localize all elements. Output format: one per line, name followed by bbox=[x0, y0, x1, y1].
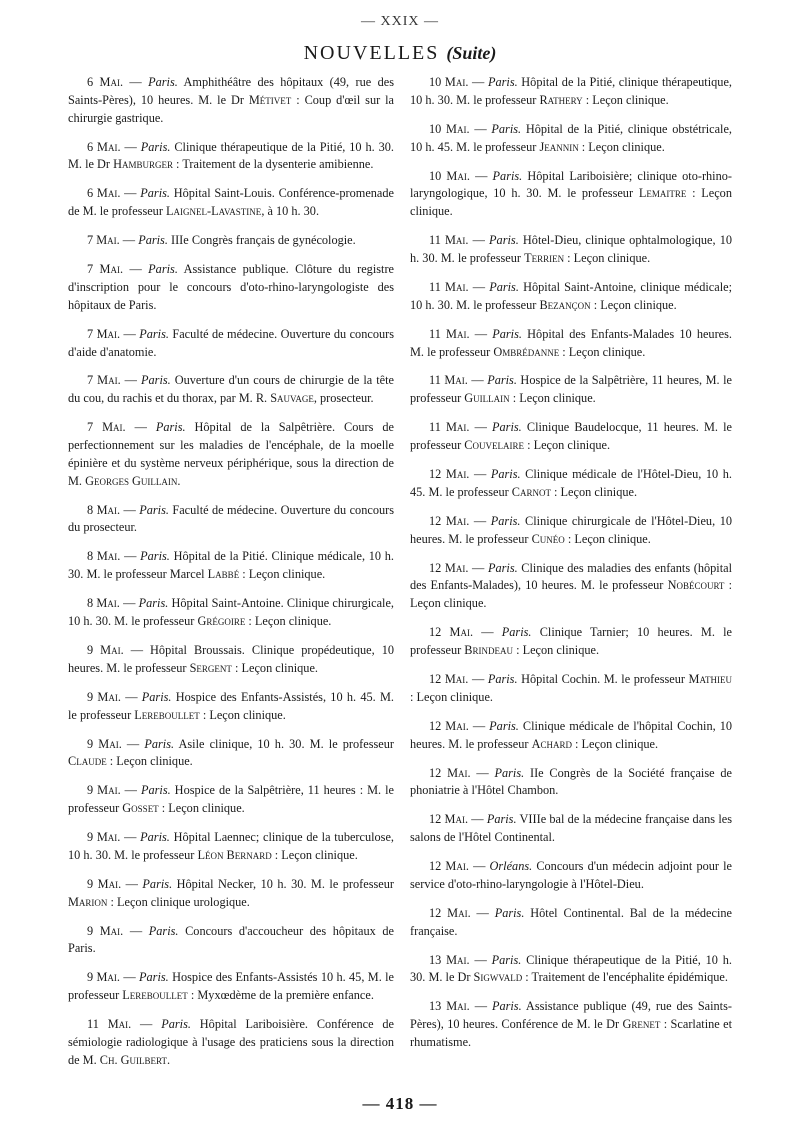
entry-name: Jeannin bbox=[539, 139, 579, 154]
entry-text: Clinique thérapeutique de la Pitié, 10 h. 30. M. le Dr bbox=[68, 139, 395, 172]
news-entry bbox=[68, 548, 394, 584]
entry-text: Hospice de la Salpêtrière, 11 heures, M. le professeur bbox=[410, 373, 733, 406]
left-column bbox=[68, 74, 394, 1081]
entry-place: Paris. bbox=[139, 970, 169, 985]
news-entry bbox=[68, 74, 394, 127]
news-entry bbox=[68, 782, 394, 818]
entry-text-end: : Leçon clinique. bbox=[271, 847, 358, 862]
entry-dash: — bbox=[120, 326, 140, 341]
entry-name: Lereboullet bbox=[134, 707, 200, 722]
entry-text: Hôpital Lariboisière. Conférence de sémiologie radiologique à l'usage des praticiens sous la direction de M. bbox=[68, 1017, 394, 1067]
news-entry bbox=[410, 811, 732, 847]
news-entry bbox=[410, 466, 732, 502]
entry-dash: — bbox=[119, 233, 139, 248]
entry-text-end: . bbox=[177, 473, 181, 488]
entry-dash: — bbox=[468, 233, 490, 248]
entry-name: Carnot bbox=[511, 484, 551, 499]
entry-text: Hospice des Enfants-Assistés, 10 h. 45. M. le professeur bbox=[68, 689, 394, 722]
entry-dash: — bbox=[468, 812, 487, 827]
entry-date: 9 Mai. bbox=[87, 736, 122, 751]
entry-place: Paris. bbox=[490, 467, 521, 482]
news-entry bbox=[410, 624, 732, 660]
entry-date: 10 Mai. bbox=[429, 168, 470, 183]
entry-place: Paris. bbox=[492, 420, 522, 435]
entry-text-end: : Traitement de la dysenterie amibienne. bbox=[172, 157, 374, 172]
entry-date: 12 Mai. bbox=[429, 467, 470, 482]
entry-date: 9 Mai. bbox=[87, 876, 122, 891]
entry-date: 13 Mai. bbox=[429, 952, 470, 967]
entry-text-end: : Leçon clinique. bbox=[564, 531, 651, 546]
entry-text: Assistance publique. Clôture du registre d'inscription pour le concours d'oto-rhino-laryngologiste des hôpitaux de Paris. bbox=[68, 262, 394, 312]
entry-date: 12 Mai. bbox=[429, 812, 469, 827]
entry-place: Paris. bbox=[155, 420, 186, 435]
entry-text-end: : Leçon clinique. bbox=[564, 250, 651, 265]
entry-text-end: : Leçon clinique. bbox=[410, 578, 732, 611]
entry-text: Hôtel Continental. Bal de la médecine française. bbox=[410, 905, 732, 938]
news-entry bbox=[410, 718, 732, 754]
news-entry bbox=[68, 139, 394, 175]
news-entry bbox=[410, 671, 732, 707]
entry-text: Clinique chirurgicale de l'Hôtel-Dieu, 10 heures. M. le professeur bbox=[410, 513, 732, 546]
entry-text: Hôpital de la Salpêtrière. Cours de perfectionnement sur les maladies de l'encéphale, de la moelle épinière et du système nerveux périphérique, sous la direction de M. bbox=[68, 420, 394, 488]
entry-text: Faculté de médecine. Ouverture du concours d'aide d'anatomie. bbox=[68, 326, 394, 359]
entry-dash: — bbox=[467, 373, 488, 388]
entry-text-end: : Leçon clinique. bbox=[231, 660, 318, 675]
news-entry bbox=[410, 560, 732, 613]
entry-place: Orléans. bbox=[489, 859, 533, 874]
entry-place: Paris. bbox=[494, 905, 525, 920]
entry-text: Amphithéâtre des hôpitaux (49, rue des Saints-Pères), 10 heures. M. le Dr bbox=[68, 75, 394, 107]
entry-date: 9 Mai. bbox=[87, 689, 121, 704]
entry-place: Paris. bbox=[140, 783, 171, 798]
news-entry bbox=[68, 876, 394, 912]
entry-place: Paris. bbox=[492, 326, 522, 341]
entry-dash: — bbox=[470, 765, 495, 780]
entry-text: Concours d'accoucheur des hôpitaux de Paris. bbox=[68, 923, 394, 956]
news-entry bbox=[68, 736, 394, 772]
entry-text-end: : Leçon clinique. bbox=[582, 92, 669, 107]
news-entry bbox=[410, 419, 732, 455]
entry-date: 12 Mai. bbox=[429, 905, 471, 920]
entry-text-end: : Leçon clinique. bbox=[158, 801, 245, 816]
entry-text-end: : Scarlatine et rhumatisme. bbox=[410, 1017, 732, 1050]
news-entry bbox=[410, 326, 732, 362]
entry-dash: — bbox=[120, 139, 141, 154]
entry-name: Lereboullet bbox=[122, 988, 188, 1003]
entry-text: Hôpital Laennec; clinique de la tuberculose, 10 h. 30. M. le professeur bbox=[68, 830, 395, 862]
entry-date: 8 Mai. bbox=[87, 502, 121, 517]
entry-place: Paris. bbox=[140, 139, 171, 154]
entry-text: Hôpital Saint-Antoine, clinique médicale; 10 h. 30. M. le professeur bbox=[410, 279, 732, 312]
entry-text-end: : Leçon clinique. bbox=[578, 139, 665, 154]
entry-text-end: : Leçon clinique. bbox=[199, 707, 286, 722]
entry-text: VIIIe bal de la médecine française dans les salons de l'Hôtel Continental. bbox=[410, 812, 732, 845]
entry-name: Grenet bbox=[622, 1017, 661, 1032]
entry-place: Paris. bbox=[491, 952, 522, 967]
entry-date: 11 Mai. bbox=[429, 420, 470, 435]
entry-text: Clinique médicale de l'Hôtel-Dieu, 10 h. 45. M. le professeur bbox=[410, 467, 732, 499]
entry-name: Georges Guillain bbox=[85, 473, 178, 488]
entry-place: Paris. bbox=[501, 625, 532, 640]
entry-date: 9 Mai. bbox=[87, 830, 121, 845]
roman-page-number: — XXIX — bbox=[361, 14, 439, 29]
entry-date: 11 Mai. bbox=[429, 326, 470, 341]
entry-name: Lemaitre bbox=[638, 186, 687, 201]
entry-text-end: : Leçon clinique. bbox=[571, 736, 659, 751]
news-entry bbox=[68, 326, 394, 362]
entry-date: 7 Mai. bbox=[87, 262, 124, 277]
entry-text: Clinique Baudelocque, 11 heures. M. le professeur bbox=[410, 420, 732, 453]
entry-dash: — bbox=[123, 923, 149, 938]
news-entry bbox=[68, 261, 394, 314]
entry-dash: — bbox=[469, 420, 493, 435]
news-entry bbox=[410, 372, 732, 408]
entry-place: Paris. bbox=[141, 689, 172, 704]
entry-text-end: . bbox=[166, 1052, 171, 1067]
page-title bbox=[0, 42, 800, 65]
entry-text-end: : Leçon clinique urologique. bbox=[107, 894, 250, 909]
entry-dash: — bbox=[468, 718, 490, 733]
entry-date: 13 Mai. bbox=[429, 999, 470, 1014]
entry-text: Asile clinique, 10 h. 30. M. le professeur bbox=[174, 736, 394, 751]
news-entry bbox=[68, 419, 394, 490]
entry-place: Paris. bbox=[487, 671, 518, 686]
entry-date: 11 Mai. bbox=[87, 1017, 132, 1032]
entry-name: Achard bbox=[531, 736, 572, 751]
entry-date: 7 Mai. bbox=[87, 326, 121, 341]
entry-name: Cunéo bbox=[531, 531, 565, 546]
entry-date: 10 Mai. bbox=[429, 121, 470, 136]
entry-text: Hôpital Cochin. M. le professeur bbox=[517, 671, 689, 686]
entry-dash: — bbox=[120, 970, 140, 985]
entry-date: 8 Mai. bbox=[87, 596, 120, 611]
entry-dash: — bbox=[119, 596, 139, 611]
news-entry bbox=[68, 923, 394, 959]
entry-date: 10 Mai. bbox=[429, 75, 469, 89]
entry-text: Hôpital de la Pitié. Clinique médicale, 10 h. 30. M. le professeur Marcel bbox=[68, 549, 394, 582]
entry-text-end: : Leçon clinique. bbox=[410, 186, 732, 219]
entry-place: Paris. bbox=[148, 923, 179, 938]
news-entry bbox=[410, 952, 732, 988]
entry-place: Paris. bbox=[148, 262, 178, 277]
entry-date: 11 Mai. bbox=[429, 279, 469, 294]
entry-text: Ouverture d'un cours de chirurgie de la tête du cou, du rachis et du thorax, par M. R. bbox=[68, 373, 394, 406]
entry-place: Paris. bbox=[161, 1017, 191, 1032]
entry-dash: — bbox=[468, 560, 488, 575]
entry-date: 8 Mai. bbox=[87, 549, 121, 564]
entry-name: Nobécourt bbox=[667, 578, 725, 593]
entry-dash: — bbox=[120, 783, 141, 798]
entry-dash: — bbox=[469, 326, 493, 341]
news-entry bbox=[410, 279, 732, 315]
entry-place: Paris. bbox=[138, 233, 168, 248]
entry-place: Paris. bbox=[491, 999, 522, 1014]
entry-date: 12 Mai. bbox=[429, 560, 469, 575]
entry-dash: — bbox=[469, 168, 493, 183]
entry-place: Paris. bbox=[144, 736, 175, 751]
entry-text: Hôpital Necker, 10 h. 30. M. le professeur bbox=[172, 876, 394, 891]
entry-dash: — bbox=[120, 830, 141, 845]
news-entry bbox=[68, 502, 394, 538]
news-entry bbox=[410, 765, 732, 801]
news-entry bbox=[68, 372, 394, 408]
entry-text-end: : Leçon clinique. bbox=[410, 689, 493, 704]
entry-place: Paris. bbox=[489, 279, 519, 294]
entry-text: Clinique thérapeutique de la Pitié, 10 h. 30. M. le Dr bbox=[410, 952, 732, 985]
news-entry bbox=[410, 998, 732, 1051]
entry-place: Paris. bbox=[487, 75, 518, 89]
entry-dash: — bbox=[470, 905, 495, 920]
entry-text: IIe Congrès de la Société française de phoniatrie à l'Hôtel Chambon. bbox=[410, 765, 732, 798]
entry-name: Marion bbox=[68, 894, 108, 909]
entry-dash: — bbox=[121, 736, 145, 751]
entry-text: Faculté de médecine. Ouverture du concours du prosecteur. bbox=[68, 502, 394, 535]
entry-date: 9 Mai. bbox=[87, 970, 121, 985]
entry-date: 12 Mai. bbox=[429, 671, 469, 686]
entry-dash: — bbox=[125, 420, 156, 435]
entry-dash: — bbox=[468, 671, 488, 686]
news-entry bbox=[68, 689, 394, 725]
entry-place: Paris. bbox=[141, 373, 171, 388]
entry-date: 12 Mai. bbox=[429, 765, 471, 780]
entry-text-end: : Leçon clinique. bbox=[559, 344, 646, 359]
entry-place: Paris. bbox=[490, 513, 521, 528]
entry-date: 7 Mai. bbox=[87, 373, 121, 388]
entry-name: Terrien bbox=[524, 250, 565, 265]
right-column bbox=[410, 74, 732, 1063]
entry-dash: — bbox=[468, 279, 490, 294]
news-entry bbox=[410, 121, 732, 157]
entry-place: Paris. bbox=[491, 121, 522, 136]
entry-text: Hôtel-Dieu, clinique ophtalmologique, 10 h. 30. M. le professeur bbox=[410, 233, 733, 265]
entry-name: Métivet bbox=[248, 92, 292, 107]
entry-text-end: : Leçon clinique. bbox=[590, 297, 677, 312]
entry-text: Hôpital de la Pitié, clinique obstétricale, 10 h. 45. M. le professeur bbox=[410, 121, 732, 154]
entry-date: 7 Mai. bbox=[87, 233, 120, 248]
entry-text: Clinique des maladies des enfants (hôpital des Enfants-Malades), 10 heures. M. le professeur bbox=[410, 560, 732, 593]
entry-place: Paris. bbox=[489, 233, 519, 248]
entry-dash: — bbox=[469, 952, 492, 967]
entry-dash: — bbox=[120, 502, 140, 517]
entry-date: 6 Mai. bbox=[87, 75, 124, 89]
entry-name: Ombrédanne bbox=[493, 344, 560, 359]
title-main: NOUVELLES bbox=[303, 42, 440, 64]
entry-place: Paris. bbox=[140, 830, 170, 845]
entry-dash: — bbox=[469, 999, 492, 1014]
page-number: — 418 — bbox=[362, 1094, 438, 1113]
entry-text: Hospice de la Salpêtrière, 11 heures : M. le professeur bbox=[68, 783, 394, 816]
entry-date: 11 Mai. bbox=[429, 373, 468, 388]
entry-place: Paris. bbox=[486, 812, 517, 827]
entry-name: Laignel-Lavastine bbox=[166, 204, 262, 219]
entry-name: Labbé bbox=[207, 567, 240, 582]
entry-text-end: : Leçon clinique. bbox=[550, 484, 638, 499]
entry-dash: — bbox=[468, 75, 488, 89]
entry-text: Hôpital Broussais. Clinique propédeutique, 10 heures. M. le professeur bbox=[68, 642, 394, 675]
entry-dash: — bbox=[121, 876, 143, 891]
entry-dash: — bbox=[120, 549, 141, 564]
news-entry bbox=[68, 1016, 394, 1069]
entry-text-end: : Leçon clinique. bbox=[106, 754, 193, 769]
entry-name: Hamburger bbox=[113, 157, 173, 172]
entry-dash: — bbox=[120, 373, 141, 388]
entry-text: Clinique Tarnier; 10 heures. M. le professeur bbox=[410, 625, 732, 657]
entry-date: 6 Mai. bbox=[87, 139, 121, 154]
entry-name: Mathieu bbox=[688, 671, 732, 686]
news-entry bbox=[68, 969, 394, 1005]
entry-date: 12 Mai. bbox=[429, 859, 469, 874]
entry-dash: — bbox=[123, 642, 151, 657]
entry-text-end: : Leçon clinique. bbox=[239, 567, 326, 582]
news-entry bbox=[410, 232, 732, 268]
entry-name: Léon Bernard bbox=[197, 847, 272, 862]
entry-dash: — bbox=[120, 689, 142, 704]
entry-place: Paris. bbox=[139, 326, 169, 341]
entry-date: 7 Mai. bbox=[87, 420, 126, 435]
entry-date: 12 Mai. bbox=[429, 513, 470, 528]
entry-name: Brindeau bbox=[464, 642, 513, 657]
entry-text-end: : Leçon clinique. bbox=[245, 614, 332, 628]
entry-text: Clinique médicale de l'hôpital Cochin, 10 heures. M. le professeur bbox=[410, 718, 732, 751]
entry-place: Paris. bbox=[139, 502, 169, 517]
entry-dash: — bbox=[469, 513, 491, 528]
entry-name: Gosset bbox=[122, 801, 159, 816]
news-entry bbox=[410, 858, 732, 894]
entry-date: 12 Mai. bbox=[429, 718, 469, 733]
entry-text: Concours d'un médecin adjoint pour le service d'oto-rhino-laryngologie à l'Hôtel-Dieu. bbox=[410, 859, 732, 891]
entry-date: 9 Mai. bbox=[87, 783, 121, 798]
entry-dash: — bbox=[469, 467, 491, 482]
entry-name: Sigwvald bbox=[473, 970, 523, 985]
news-entry bbox=[68, 829, 394, 865]
entry-place: Paris. bbox=[494, 765, 525, 780]
entry-name: Sergent bbox=[189, 660, 232, 675]
entry-place: Paris. bbox=[489, 718, 519, 733]
entry-text-end: : Leçon clinique. bbox=[509, 391, 596, 406]
entry-date: 9 Mai. bbox=[87, 923, 124, 938]
entry-name: Claude bbox=[68, 754, 107, 769]
entry-date: 6 Mai. bbox=[87, 186, 121, 201]
entry-text-end: : Traitement de l'encéphalite épidémique. bbox=[522, 970, 728, 985]
entry-name: Couvelaire bbox=[464, 438, 524, 453]
news-entry bbox=[68, 232, 394, 250]
entry-text-end: : Myxœdème de la première enfance. bbox=[187, 988, 374, 1003]
entry-text: Hospice des Enfants-Assistés 10 h. 45, M. le professeur bbox=[68, 970, 394, 1003]
entry-place: Paris. bbox=[148, 75, 178, 89]
entry-text: Hôpital Saint-Louis. Conférence-promenade de M. le professeur bbox=[68, 186, 394, 219]
entry-place: Paris. bbox=[487, 373, 517, 388]
entry-place: Paris. bbox=[487, 560, 518, 575]
news-entry bbox=[410, 905, 732, 941]
entry-dash: — bbox=[468, 859, 490, 874]
entry-dash: — bbox=[131, 1017, 162, 1032]
entry-place: Paris. bbox=[140, 186, 170, 201]
entry-place: Paris. bbox=[142, 876, 173, 891]
entry-place: Paris. bbox=[140, 549, 170, 564]
news-entry bbox=[68, 642, 394, 678]
entry-text-end: , prosecteur. bbox=[313, 391, 374, 406]
entry-text-end: , à 10 h. 30. bbox=[261, 204, 320, 219]
entry-name: Guillain bbox=[464, 391, 510, 406]
news-entry bbox=[68, 595, 394, 631]
entry-dash: — bbox=[473, 625, 502, 640]
entry-place: Paris. bbox=[138, 596, 169, 611]
entry-name: Grégoire bbox=[197, 614, 246, 628]
entry-text: Assistance publique (49, rue des Saints-Pères), 10 heures. Conférence de M. le Dr bbox=[410, 999, 732, 1032]
entry-text: Hôpital de la Pitié, clinique thérapeutique, 10 h. 30. M. le professeur bbox=[410, 75, 732, 107]
title-suite: (Suite) bbox=[446, 43, 497, 63]
entry-name: Sauvage bbox=[270, 391, 314, 406]
entry-date: 9 Mai. bbox=[87, 642, 124, 657]
entry-dash: — bbox=[123, 75, 149, 89]
entry-name: Ch. Guilbert bbox=[99, 1052, 167, 1067]
entry-date: 12 Mai. bbox=[429, 625, 474, 640]
entry-dash: — bbox=[469, 121, 492, 136]
entry-text-end: : Coup d'œil sur la chirurgie gastrique. bbox=[68, 92, 394, 125]
entry-name: Bezançon bbox=[539, 297, 591, 312]
entry-text: Hôpital Saint-Antoine. Clinique chirurgicale, 10 h. 30. M. le professeur bbox=[68, 596, 394, 628]
entry-dash: — bbox=[120, 186, 141, 201]
entry-date: 11 Mai. bbox=[429, 233, 469, 248]
entry-dash: — bbox=[123, 262, 149, 277]
news-entry bbox=[410, 168, 732, 221]
entry-text: Hôpital des Enfants-Malades 10 heures. M. le professeur bbox=[410, 326, 732, 359]
entry-text: Hôpital Lariboisière; clinique oto-rhino-laryngologique, 10 h. 30. M. le professeur bbox=[410, 168, 732, 201]
entry-name: Rathery bbox=[539, 92, 583, 107]
entry-text-end: : Leçon clinique. bbox=[524, 438, 611, 453]
news-entry bbox=[410, 513, 732, 549]
news-entry bbox=[68, 185, 394, 221]
news-entry bbox=[410, 74, 732, 110]
entry-place: Paris. bbox=[492, 168, 523, 183]
entry-text-end: : Leçon clinique. bbox=[513, 642, 600, 657]
entry-text: IIIe Congrès français de gynécologie. bbox=[167, 233, 356, 248]
